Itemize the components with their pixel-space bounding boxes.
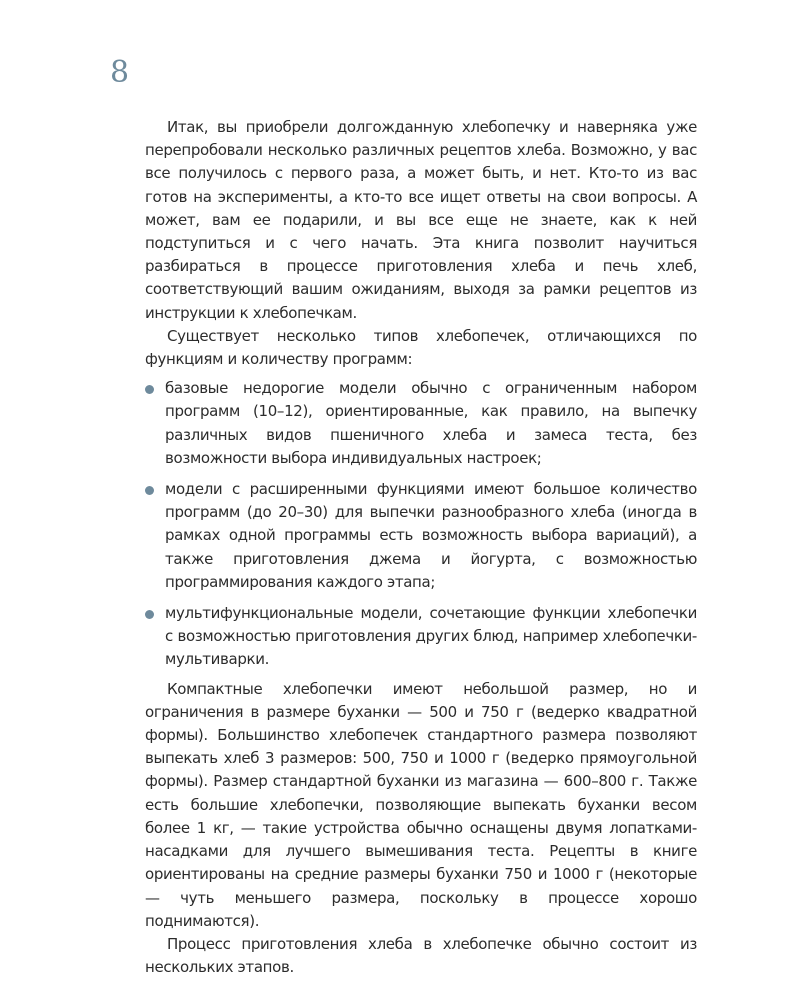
list-item-text: мультифункциональные модели, сочетающие функции хлебопечки с возможностью приготовления других блюд, например хлебопечки-мультиварки.: [165, 604, 697, 669]
list-item: [145, 377, 697, 470]
page-number: 8: [110, 55, 130, 90]
list-item: [145, 602, 697, 672]
bullet-dot-icon: [145, 610, 154, 619]
bread-maker-types-list: [145, 377, 697, 671]
paragraph-intro: Итак, вы приобрели долгожданную хлебопечку и наверняка уже перепробовали несколько различных рецептов хлеба. Возможно, у вас все получилось с первого раза, а может быть, и нет. Кто-то из вас готов на эксперименты, а кто-то все ищет ответы на свои вопросы. А может, вам ее подарили, и вы все еще не знаете, как к ней подступиться и с чего начать. Эта книга позволит научиться разбираться в процессе приготовления хлеба и печь хлеб, соответствующий вашим ожиданиям, выходя за рамки рецептов из инструкции к хлебопечкам.: [145, 118, 697, 322]
paragraph-types-intro: Существует несколько типов хлебопечек, отличающихся по функциям и количеству программ:: [145, 326, 697, 369]
list-item-text: модели с расширенными функциями имеют большое количество программ (до 20–30) для выпечки разнообразного хлеба (иногда в рамках одной программы есть возможность выбора вариаций), а также приготовления джема и йогурта, с возможностью программирования каждого этапа;: [165, 480, 697, 591]
paragraph-process: Процесс приготовления хлеба в хлебопечке обычно состоит из нескольких этапов.: [145, 934, 697, 977]
bullet-dot-icon: [145, 486, 154, 495]
list-item-text: базовые недорогие модели обычно с ограниченным набором программ (10–12), ориентированные, как правило, на выпечку различных видов пшеничного хлеба и замеса теста, без возможности выбора индивидуальных настроек;: [165, 379, 697, 467]
paragraph-sizes: Компактные хлебопечки имеют небольшой размер, но и ограничения в размере буханки — 500 и 750 г (ведерко квадратной формы). Большинство хлебопечек стандартного размера позволяют выпекать хлеб 3 размеров: 500, 750 и 1000 г (ведерко прямоугольной формы). Размер стандартной буханки из магазина — 600–800 г. Также есть большие хлебопечки, позволяющие выпекать буханки весом более 1 кг, — такие устройства обычно оснащены двумя лопатками-насадками для лучшего вымешивания теста. Рецепты в книге ориентированы на средние размеры буханки 750 и 1000 г (некоторые — чуть меньшего размера, поскольку в процессе хорошо поднимаются).: [145, 679, 697, 930]
list-item: [145, 478, 697, 594]
bullet-dot-icon: [145, 385, 154, 394]
body-text: [145, 116, 697, 979]
